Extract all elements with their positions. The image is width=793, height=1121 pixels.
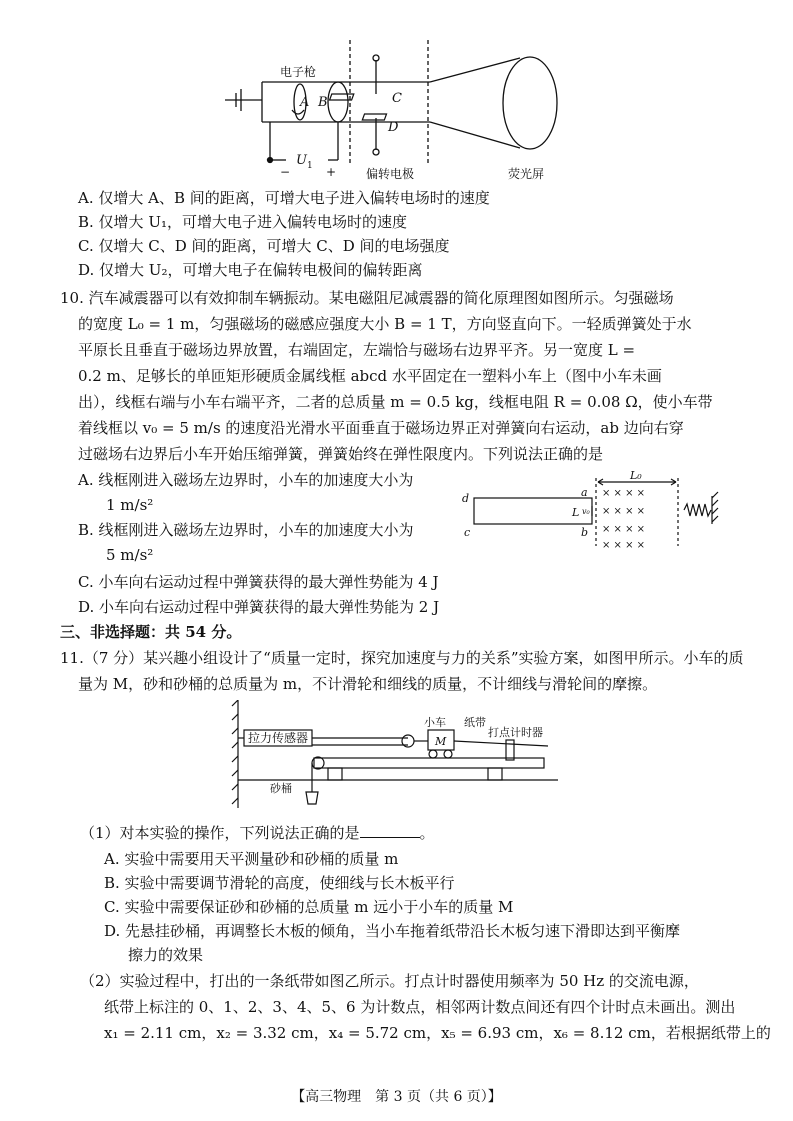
label-b-corner: b [581, 526, 589, 539]
label-force-sensor: 拉力传感器 [248, 731, 309, 745]
cart-experiment-diagram [228, 700, 568, 810]
label-u1: U [296, 153, 307, 168]
q11-sub2-line-3: x₁ = 2.11 cm，x₂ = 3.32 cm，x₄ = 5.72 cm，x₅ = 6.93 cm，x₆ = 8.12 cm，若根据纸带上的 [104, 1024, 771, 1042]
q10-line-4: 0.2 m、足够长的单匝矩形硬质金属线框 abcd 水平固定在一塑料小车上（图中小车未画 [78, 367, 662, 385]
q10-line-7: 过磁场右边界后小车开始压缩弹簧，弹簧始终在弹性限度内。下列说法正确的是 [78, 445, 604, 463]
svg-text:× × × ×: × × × × [602, 488, 646, 499]
label-d: D [388, 120, 399, 135]
q11-sub1-option-d: D. 先悬挂砂桶，再调整长木板的倾角，当小车拖着纸带沿长木板匀速下滑即达到平衡摩 [104, 922, 681, 940]
label-timer: 打点计时器 [488, 726, 543, 739]
damper-diagram [460, 470, 720, 550]
q9-option-b: B. 仅增大 U₁，可增大电子进入偏转电场时的速度 [78, 213, 407, 231]
answer-blank[interactable] [360, 823, 420, 838]
label-plus: + [326, 165, 337, 179]
q11-sub1-option-b: B. 实验中需要调节滑轮的高度，使细线与长木板平行 [104, 874, 455, 892]
label-paper-tape: 纸带 [464, 716, 486, 729]
q9-option-c: C. 仅增大 C、D 间的距离，可增大 C、D 间的电场强度 [78, 237, 450, 255]
q11-sub1-text: （1）对本实验的操作，下列说法正确的是 [80, 824, 360, 842]
q10-option-a: A. 线框刚进入磁场左边界时，小车的加速度大小为 [78, 471, 414, 489]
q10-option-b-value: 5 m/s² [106, 546, 154, 564]
q10-line-2: 的宽度 L₀ = 1 m，匀强磁场的磁感应强度大小 B = 1 T，方向竖直向下。一轻质弹簧处于水 [78, 315, 692, 333]
label-a-corner: a [581, 486, 588, 499]
svg-text:× × × ×: × × × × [602, 540, 646, 550]
q11-sub2-line-1: （2）实验过程中，打出的一条纸带如图乙所示。打点计时器使用频率为 50 Hz 的交流电源， [80, 972, 699, 990]
label-d-corner: d [462, 492, 470, 505]
q11-line-1: 11.（7 分）某兴趣小组设计了“质量一定时，探究加速度与力的关系”实验方案，如图甲所示。小车的质 [60, 649, 744, 667]
label-a: A [300, 95, 310, 110]
crt-diagram [0, 0, 793, 185]
label-sand-bucket: 砂桶 [270, 782, 292, 795]
q11-sub1 [80, 823, 435, 843]
q11-sub1-option-a: A. 实验中需要用天平测量砂和砂桶的质量 m [104, 850, 399, 868]
q10-line-3: 平原长且垂直于磁场边界放置，右端固定，左端恰与磁场右边界平齐。另一宽度 L = [78, 341, 636, 359]
section-3-heading: 三、非选择题：共 54 分。 [60, 623, 242, 641]
label-deflection-plates: 偏转电极 [366, 167, 415, 181]
label-width-l: L [572, 506, 580, 519]
label-u1-sub: 1 [307, 161, 313, 171]
q10-option-c: C. 小车向右运动过程中弹簧获得的最大弹性势能为 4 J [78, 573, 439, 591]
q10-line-1: 10. 汽车减震器可以有效抑制车辆振动。某电磁阻尼减震器的简化原理图如图所示。匀强磁场 [60, 289, 674, 307]
label-v0: v₀ [582, 507, 590, 516]
label-c-corner: c [464, 526, 471, 539]
label-b: B [318, 95, 328, 110]
q10-line-5: 出），线框右端与小车右端平齐，二者的总质量 m = 0.5 kg，线框电阻 R = 0.08 Ω，使小车带 [78, 393, 713, 411]
q10-option-a-value: 1 m/s² [106, 496, 154, 514]
label-cart: 小车 [424, 716, 446, 729]
page-footer: 【高三物理 第 3 页（共 6 页）】 [291, 1089, 502, 1105]
q11-line-2: 量为 M，砂和砂桶的总质量为 m，不计滑轮和细线的质量，不计细线与滑轮间的摩擦。 [78, 675, 658, 693]
q10-option-d: D. 小车向右运动过程中弹簧获得的最大弹性势能为 2 J [78, 598, 440, 616]
q11-sub1-end: 。 [419, 824, 435, 842]
q10-line-6: 着线框以 v₀ = 5 m/s 的速度沿光滑水平面垂直于磁场边界正对弹簧向右运动，ab 边向右穿 [78, 419, 684, 437]
label-c: C [392, 91, 402, 106]
q9-option-a: A. 仅增大 A、B 间的距离，可增大电子进入偏转电场时的速度 [78, 189, 490, 207]
svg-text:× × × ×: × × × × [602, 506, 646, 517]
label-field-width: L₀ [630, 470, 642, 482]
label-screen: 荧光屏 [508, 167, 545, 181]
label-electron-gun: 电子枪 [280, 65, 317, 79]
svg-text:× × × ×: × × × × [602, 524, 646, 535]
label-minus: − [280, 165, 291, 179]
q11-sub2-line-2: 纸带上标注的 0、1、2、3、4、5、6 为计数点，相邻两计数点间还有四个计时点未画出。测出 [104, 998, 736, 1016]
q11-sub1-option-d-cont: 擦力的效果 [128, 946, 204, 964]
q10-option-b: B. 线框刚进入磁场左边界时，小车的加速度大小为 [78, 521, 414, 539]
q11-sub1-option-c: C. 实验中需要保证砂和砂桶的总质量 m 远小于小车的质量 M [104, 898, 514, 916]
q9-option-d: D. 仅增大 U₂，可增大电子在偏转电极间的偏转距离 [78, 261, 423, 279]
label-cart-mass: M [435, 735, 447, 748]
